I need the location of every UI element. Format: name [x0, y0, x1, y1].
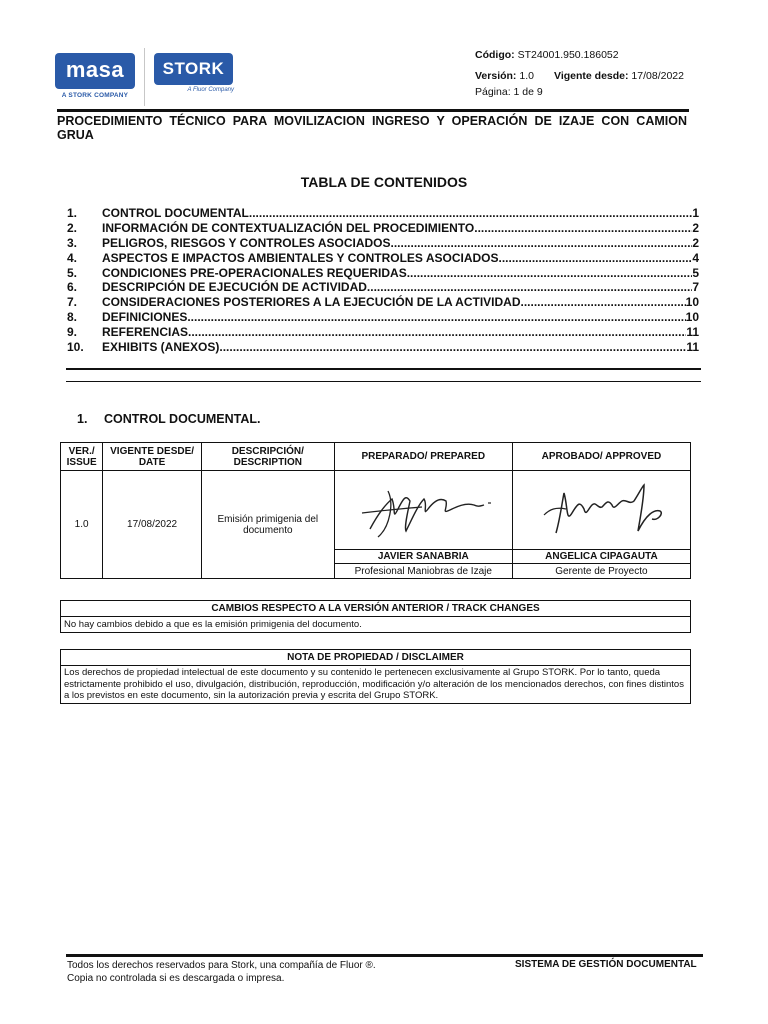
- col-header-descripcion: DESCRIPCIÓN/ DESCRIPTION: [201, 443, 334, 471]
- toc-item[interactable]: [67, 310, 699, 325]
- toc-leader-dots: [391, 236, 693, 251]
- codigo-value: ST24001.950.186052: [517, 49, 619, 61]
- toc-item-number: 1.: [67, 206, 78, 220]
- toc-item-page: 2: [692, 235, 699, 250]
- document-title: PROCEDIMIENTO TÉCNICO PARA MOVILIZACION INGRESO Y OPERACIÓN DE IZAJE CON CAMION GRUA: [57, 114, 687, 142]
- footer-rule: [66, 954, 703, 957]
- col-header-preparado: PREPARADO/ PREPARED: [334, 443, 512, 471]
- toc-rule-top: [66, 368, 701, 370]
- toc-item-page: 11: [686, 325, 699, 340]
- toc-item-number: 2.: [67, 220, 78, 235]
- disclaimer-text: Los derechos de propiedad intelectual de este documento y su contenido le pertenecen exclusivamente al Grupo STORK. Por lo tanto, queda estrictamente prohibido el uso, divulgación, distribución, reproducción, modificación y/o alteración de los mencionados derechos, con fines distintos a los previstos en este documento, sin la autorización previa y escrita del Grupo STORK.: [61, 666, 691, 704]
- toc-item-number: 7.: [67, 295, 78, 310]
- toc-item-title: EXHIBITS (ANEXOS): [102, 340, 220, 355]
- toc-item-title: DESCRIPCIÓN DE EJECUCIÓN DE ACTIVIDAD.: [102, 280, 371, 295]
- toc-item[interactable]: [67, 340, 699, 355]
- toc-item-number: 8.: [67, 310, 78, 325]
- cell-date: 17/08/2022: [103, 471, 202, 579]
- toc-item[interactable]: [67, 251, 699, 266]
- approved-signature-cell: [512, 471, 690, 550]
- col-header-vigente: VIGENTE DESDE/ DATE: [103, 443, 202, 471]
- section-number: 1.: [77, 412, 88, 426]
- toc-item-number: 3.: [67, 235, 78, 250]
- toc-leader-dots: [187, 310, 685, 325]
- stork-logo: [154, 53, 234, 98]
- vigente-label: Vigente desde:: [554, 70, 629, 82]
- header-rule: [57, 109, 689, 112]
- vigente-value: 17/08/2022: [631, 70, 684, 82]
- toc-item-title: ASPECTOS E IMPACTOS AMBIENTALES Y CONTROLES ASOCIADOS: [102, 250, 499, 265]
- prepared-signature-cell: [334, 471, 512, 550]
- toc-leader-dots: [524, 295, 686, 310]
- toc-item-title: CONDICIONES PRE-OPERACIONALES REQUERIDAS: [102, 265, 407, 280]
- toc-leader-dots: [249, 206, 692, 221]
- toc-item-title: DEFINICIONES: [102, 310, 188, 325]
- toc-item-title: PELIGROS, RIESGOS Y CONTROLES ASOCIADOS: [102, 235, 391, 250]
- prepared-name: JAVIER SANABRIA: [334, 550, 512, 564]
- version-label: Versión:: [475, 70, 517, 82]
- toc-item-page: 2: [692, 220, 699, 235]
- col-header-version: VER./ ISSUE: [61, 443, 103, 471]
- toc-item-page: 11: [686, 340, 699, 355]
- section-title: CONTROL DOCUMENTAL.: [104, 412, 261, 426]
- toc-heading: TABLA DE CONTENIDOS: [300, 174, 468, 190]
- approved-role: Gerente de Proyecto: [512, 564, 690, 579]
- toc-item-title: CONSIDERACIONES POSTERIORES A LA EJECUCIÓN DE LA ACTIVIDAD.: [102, 295, 524, 310]
- version-line: [475, 70, 534, 82]
- toc-item-number: 10.: [67, 340, 84, 355]
- toc-item-page: 1: [692, 206, 699, 220]
- page-indicator: Página: 1 de 9: [475, 86, 543, 98]
- prepared-role: Profesional Maniobras de Izaje: [334, 564, 512, 579]
- toc-item[interactable]: [67, 206, 699, 221]
- track-changes-heading: CAMBIOS RESPECTO A LA VERSIÓN ANTERIOR / TRACK CHANGES: [61, 601, 691, 617]
- toc-leader-dots: [370, 280, 692, 295]
- stork-logo-mark: STORK: [154, 53, 233, 85]
- toc-item-page: 10: [685, 310, 699, 325]
- col-header-aprobado: APROBADO/ APPROVED: [512, 443, 690, 471]
- toc-item-title: REFERENCIAS: [102, 325, 189, 340]
- masa-logo: [55, 53, 135, 105]
- codigo-label: Código:: [475, 49, 515, 61]
- disclaimer-heading: NOTA DE PROPIEDAD / DISCLAIMER: [61, 650, 691, 666]
- footer-system-label: SISTEMA DE GESTIÓN DOCUMENTAL: [515, 959, 697, 970]
- toc-item[interactable]: [67, 280, 699, 295]
- stork-logo-tagline: A Fluor Company: [187, 87, 234, 93]
- toc-item[interactable]: [67, 236, 699, 251]
- logo-divider: [144, 48, 145, 106]
- approved-name: ANGELICA CIPAGAUTA: [512, 550, 690, 564]
- toc-item-number: 4.: [67, 250, 78, 265]
- toc-item[interactable]: [67, 295, 699, 310]
- toc-item-title: CONTROL DOCUMENTAL: [102, 206, 249, 220]
- disclaimer-box: [60, 649, 691, 704]
- footer-notice: [67, 959, 376, 985]
- toc-rule-bottom: [66, 381, 701, 382]
- toc-item-title: INFORMACIÓN DE CONTEXTUALIZACIÓN DEL PROCEDIMIENTO: [102, 220, 475, 235]
- table-of-contents: [67, 206, 699, 355]
- prepared-signature: [348, 479, 498, 541]
- cell-version: 1.0: [61, 471, 103, 579]
- toc-item-number: 5.: [67, 265, 78, 280]
- toc-leader-dots: [219, 340, 686, 355]
- cell-description: Emisión primigenia del documento: [201, 471, 334, 579]
- toc-leader-dots: [188, 325, 686, 340]
- codigo-line: [475, 49, 619, 61]
- toc-item-page: 7: [692, 280, 699, 295]
- toc-item-number: 6.: [67, 280, 78, 295]
- version-value: 1.0: [519, 70, 534, 82]
- section-heading-control-documental: [77, 412, 260, 426]
- toc-leader-dots: [499, 251, 693, 266]
- toc-leader-dots: [474, 221, 692, 236]
- footer-rights: Todos los derechos reservados para Stork, una compañía de Fluor ®.: [67, 960, 376, 971]
- toc-item-page: 10: [685, 295, 699, 310]
- control-document-table: [60, 442, 691, 579]
- track-changes-text: No hay cambios debido a que es la emisión primigenia del documento.: [61, 617, 691, 633]
- toc-leader-dots: [407, 266, 693, 281]
- toc-item-number: 9.: [67, 325, 78, 340]
- vigente-line: [554, 70, 684, 82]
- track-changes-box: [60, 600, 691, 633]
- toc-item[interactable]: [67, 221, 699, 236]
- footer-copy-note: Copia no controlada si es descargada o impresa.: [67, 973, 285, 984]
- toc-item[interactable]: [67, 325, 699, 340]
- toc-item-page: 5: [692, 265, 699, 280]
- toc-item[interactable]: [67, 266, 699, 281]
- masa-logo-mark: masa: [55, 53, 135, 89]
- masa-logo-tagline: A STORK COMPANY: [61, 92, 129, 99]
- toc-item-page: 4: [692, 250, 699, 265]
- approved-signature: [526, 479, 676, 541]
